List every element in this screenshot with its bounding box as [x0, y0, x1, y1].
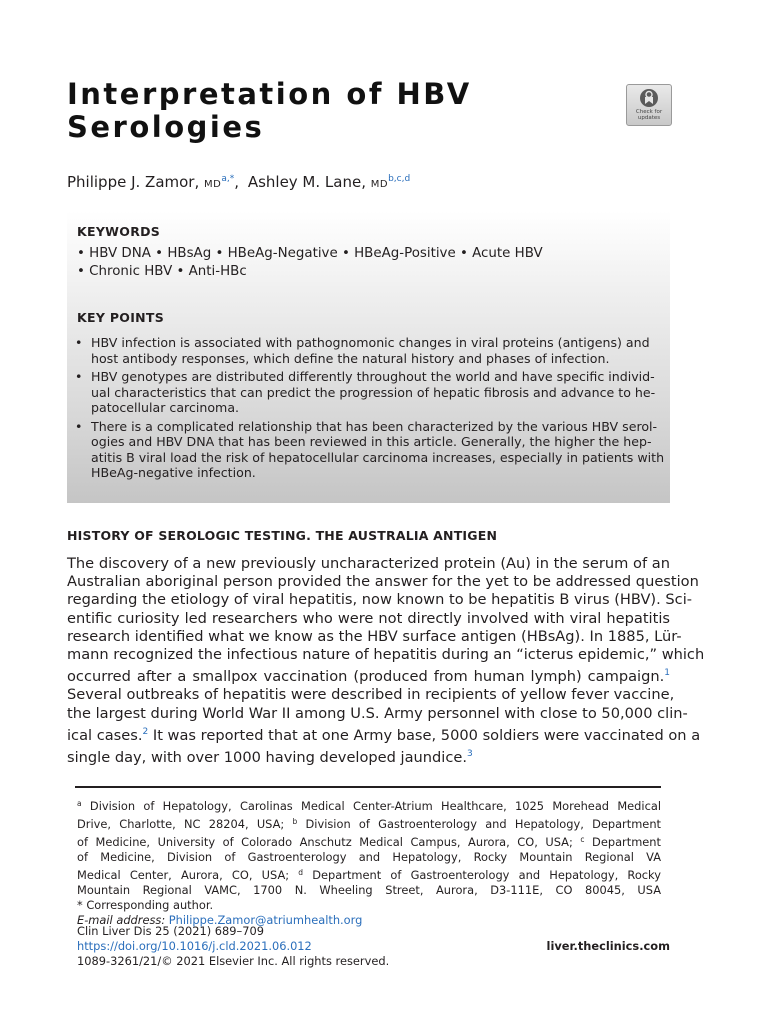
body-text-segment: the largest during World War II among U.S. Army personnel with close to 50,000 clin-	[67, 704, 688, 722]
body-text-segment: single day, with over 1000 having developed jaundice.	[67, 749, 468, 767]
footnote-text: Drive, Charlotte, NC 28204, USA;	[77, 817, 293, 831]
journal-website[interactable]: liver.theclinics.com	[546, 939, 670, 953]
journal-citation: Clin Liver Dis 25 (2021) 689–709	[77, 924, 264, 938]
body-text-segment: It was reported that at one Army base, 5000 soldiers were vaccinated on a	[148, 726, 701, 744]
key-points-heading: KEY POINTS	[77, 310, 165, 325]
body-text-line	[67, 591, 693, 609]
affiliation-link[interactable]: a,*	[221, 174, 235, 184]
body-text-line	[67, 610, 670, 628]
key-point-text: There is a complicated relationship that has been characterized by the various HBV serol-	[91, 418, 658, 434]
body-text-line	[67, 573, 699, 591]
body-text-segment: regarding the etiology of viral hepatitis, now known to be hepatitis B virus (HBV). Sci-	[67, 591, 693, 609]
body-text-segment: mann recognized the infectious nature of hepatitis during an “icterus epidemic,” which	[67, 646, 705, 664]
key-point-text: host antibody responses, which define the natural history and phases of infection.	[91, 350, 610, 366]
footnote-text: Division of Gastroenterology and Hepatology, Department	[297, 817, 661, 831]
body-text-segment: entific curiosity led researchers who were not directly involved with viral hepatitis	[67, 609, 670, 627]
author-name: Ashley M. Lane,	[247, 173, 366, 191]
key-point-text: HBeAg-negative infection.	[91, 465, 256, 480]
key-point-item	[75, 418, 665, 481]
citation-block	[77, 924, 389, 969]
affiliation-footnotes	[77, 796, 661, 928]
footnote-line	[77, 883, 661, 898]
key-point-text: HBV infection is associated with pathognomonic changes in viral proteins (antigens) and	[91, 335, 650, 350]
body-paragraph	[67, 555, 705, 767]
doi-link[interactable]: https://doi.org/10.1016/j.cld.2021.06.012	[77, 939, 312, 953]
article-title	[67, 78, 472, 144]
body-text-line	[67, 646, 705, 664]
bullet-icon: •	[75, 418, 83, 434]
key-points-list	[75, 335, 665, 484]
footnote-text: Mountain Regional VAMC, 1700 N. Wheeling Street, Aurora, D3-111E, CO 80045, USA	[77, 883, 661, 897]
keywords-keypoints-box	[67, 211, 670, 503]
footnote-line	[77, 796, 661, 814]
bullet-icon: •	[75, 335, 83, 350]
body-text-segment: ical cases.	[67, 726, 143, 744]
key-point-item	[75, 369, 660, 416]
body-text-line	[67, 664, 670, 686]
crossmark-icon	[639, 88, 659, 108]
footnote-text: Medical Center, Aurora, CO, USA;	[77, 868, 299, 882]
reference-link[interactable]: 1	[664, 668, 670, 679]
body-text-segment: research identified what we know as the HBV surface antigen (HBsAg). In 1885, Lür-	[67, 627, 682, 645]
body-text-line	[67, 627, 682, 646]
key-point-item	[75, 335, 660, 366]
author-separator: ,	[234, 173, 240, 191]
author-degree: MD	[204, 179, 222, 190]
footnote-text: of Medicine, Division of Gastroenterology and Hepatology, Rocky Mountain Regional VA	[77, 850, 661, 864]
affiliation-marker: a	[77, 799, 82, 808]
title-line: Serologies	[67, 110, 265, 144]
footnote-text: Department of Gastroenterology and Hepatology, Rocky	[303, 868, 661, 882]
body-text-segment: Several outbreaks of hepatitis were described in recipients of yellow fever vaccine,	[67, 686, 675, 704]
key-point-text: ual characteristics that can predict the progression of hepatic fibrosis and advance to he-	[91, 384, 656, 400]
check-for-updates-button[interactable]	[626, 84, 672, 126]
body-text-line	[67, 555, 670, 573]
body-text-segment: occurred after a smallpox vaccination (produced from human lymph) campaign.	[67, 668, 665, 686]
email-label: E-mail address:	[77, 913, 166, 927]
key-point-text: patocellular carcinoma.	[91, 400, 240, 415]
affiliation-link[interactable]: b,c,d	[388, 174, 411, 184]
corresponding-author-note: * Corresponding author.	[77, 898, 214, 912]
body-text-line	[67, 723, 701, 745]
footnote-line	[77, 865, 661, 883]
key-point-text: HBV genotypes are distributed differently throughout the world and have specific individ-	[91, 369, 655, 384]
footnote-divider	[75, 786, 661, 788]
email-link[interactable]: Philippe.Zamor@atriumhealth.org	[168, 913, 363, 927]
keywords-heading: KEYWORDS	[77, 224, 161, 239]
section-heading: HISTORY OF SEROLOGIC TESTING. THE AUSTRALIA ANTIGEN	[67, 528, 498, 543]
footnote-line	[77, 850, 661, 865]
author-list	[67, 173, 410, 191]
keywords-line: • Chronic HBV • Anti-HBc	[77, 264, 247, 279]
author-name: Philippe J. Zamor,	[67, 173, 200, 191]
keywords-line: • HBV DNA • HBsAg • HBeAg-Negative • HBeAg-Positive • Acute HBV	[77, 246, 543, 261]
key-point-text: ogies and HBV DNA that has been reviewed in this article. Generally, the higher the hep-	[91, 434, 652, 449]
author-degree: MD	[370, 179, 389, 190]
reference-link[interactable]: 2	[142, 726, 149, 737]
bullet-icon: •	[75, 369, 83, 384]
copyright-notice: 1089-3261/21/© 2021 Elsevier Inc. All rights reserved.	[77, 954, 390, 968]
reference-link[interactable]: 3	[467, 749, 473, 760]
footnote-text: Division of Hepatology, Carolinas Medical Center-Atrium Healthcare, 1025 Morehead Medical	[81, 799, 661, 813]
body-text-segment: Australian aboriginal person provided the answer for the yet to be addressed question	[67, 573, 699, 591]
affiliation-marker: c	[580, 835, 585, 844]
footnote-line	[77, 814, 661, 832]
footnote-text: Department	[584, 835, 661, 849]
body-text-line	[67, 686, 675, 704]
footnote-text: of Medicine, University of Colorado Anschutz Medical Campus, Aurora, CO, USA;	[77, 835, 581, 849]
body-text-segment: The discovery of a new previously uncharacterized protein (Au) in the serum of an	[67, 555, 670, 572]
body-text-line	[67, 745, 670, 767]
affiliation-marker: b	[292, 817, 298, 826]
title-line: Interpretation of HBV	[67, 77, 472, 111]
body-text-line	[67, 704, 688, 723]
footnote-line	[77, 832, 661, 850]
affiliation-marker: d	[298, 868, 304, 877]
key-point-text: atitis B viral load the risk of hepatocellular carcinoma increases, especially in patients with	[91, 449, 665, 465]
badge-text-line: Check for	[635, 109, 663, 115]
badge-text-line: updates	[637, 115, 661, 121]
badge-label	[627, 109, 671, 121]
